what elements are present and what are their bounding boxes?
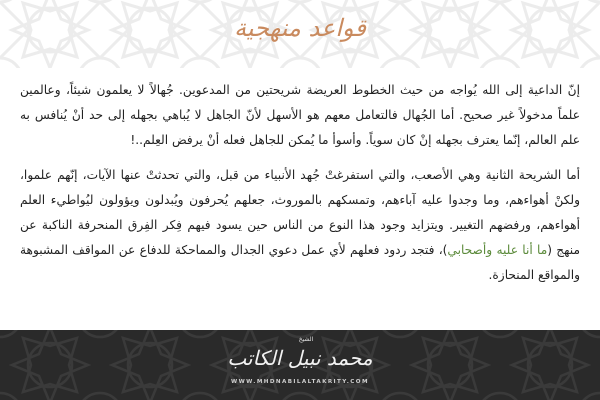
paragraph-2 xyxy=(20,163,580,288)
paragraph-2-text-after: )، فتجد ردود فعلهم لأي عمل دعوي الجدال والمماحكة للدفاع عن المواقف المشبوهة والمواقع المنحازة. xyxy=(20,243,580,282)
paragraph-2-text-before: أما الشريحة الثانية وهي الأصعب، والتي استفرغتْ جُهد الأنبياء من قبل، والتي تحدثتْ عنها الآيات، إنّهم علموا، ولكنْ أهواءهم، وما وجدوا عليه آباءهم، وتمسكهم بالموروث، جعلهم يُحرفون ويُبدلون ويؤولون ليُواطيء العلم أهواءهم، ورفضهم التغيير. ويتزايد وجود هذا النوع من الناس حين يسود فيهم فِكر الفِرق المنحرفة الناكبة عن منهج ( xyxy=(20,168,580,257)
paragraph-1: إنّ الداعية إلى الله يُواجه من حيث الخطوط العريضة شريحتين من المدعوين. جُهالاً لا يعلمون شيئاً، وعالمين علماً مدخولاً غير صحيح. أما الجُهال فالتعامل معهم هو الأسهل لأنّ الجاهل لا يُباهي بجهله إلى حد أنْ يُنافس به علم العالم، إنّما يعترف بجهله إنْ كان سوياً. وأسوأ ما يُمكن للجاهل فعله أنْ يرفض العِلم..! xyxy=(20,83,580,147)
website-url: WWW.MHDNABILALTAKRITY.COM xyxy=(231,379,369,385)
footer-signature-bar xyxy=(0,330,600,400)
signature-prefix: الشيخ xyxy=(298,336,314,343)
article-body xyxy=(20,78,580,298)
signature-calligraphy: محمد نبيل الكاتب xyxy=(227,346,373,370)
page-title: قواعد منهجية xyxy=(234,14,366,42)
hadith-quote-highlight: ما أنا عليه وأصحابي xyxy=(447,243,548,257)
header-banner xyxy=(0,0,600,68)
